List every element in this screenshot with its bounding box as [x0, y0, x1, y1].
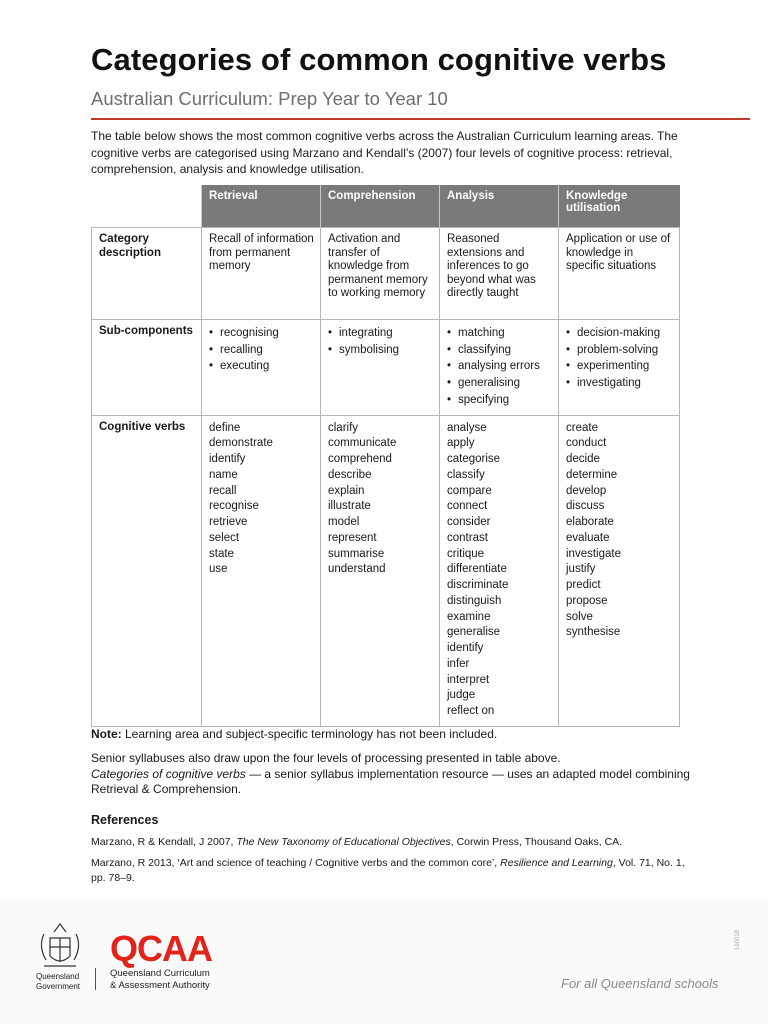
verb-item: demonstrate: [209, 437, 273, 450]
description-cell: Application or use of knowledge in specific situations: [559, 228, 680, 320]
sub-component-item: • recalling: [209, 342, 314, 359]
queensland-crest-icon: [30, 920, 90, 980]
verb-item: judge: [447, 689, 476, 702]
subcomponents-cell: [321, 320, 440, 416]
subcomponents-cell: [202, 320, 321, 416]
verb-item: critique: [447, 547, 485, 560]
senior-paragraph: [91, 751, 691, 798]
subcomponents-cell: [559, 320, 680, 416]
org-line-2: & Assessment Authority: [110, 979, 210, 991]
verb-item: generalise: [447, 626, 501, 639]
reference-publisher: , Vol. 71, No. 1, pp. 78–9.: [91, 857, 685, 884]
senior-line-2: — a senior syllabus implementation resource — uses an adapted model combining Retrieval & Comprehension.: [91, 766, 690, 796]
verb-item: identify: [447, 642, 484, 655]
description-cell: Recall of information from permanent memory: [202, 228, 321, 320]
title-divider: [91, 118, 750, 120]
verb-item: develop: [566, 484, 607, 497]
sub-component-item: • generalising: [447, 375, 552, 392]
verb-item: select: [209, 531, 240, 544]
verb-item: compare: [447, 484, 492, 497]
verb-item: comprehend: [328, 453, 392, 466]
qcaa-organisation-name: [110, 968, 210, 991]
org-line-1: Queensland Curriculum: [110, 968, 210, 979]
verb-item: differentiate: [447, 563, 507, 576]
verb-item: infer: [447, 657, 470, 670]
verb-item: connect: [447, 500, 488, 513]
intro-paragraph: The table below shows the most common cognitive verbs across the Australian Curriculum learning areas. The cognitive verbs are categorised using Marzano and Kendall’s (2007) four levels of cognitive process: retrieval, comprehension, analysis and knowledge utilisation.: [91, 129, 678, 176]
verb-item: reflect on: [447, 705, 495, 718]
verb-item: clarify: [328, 421, 359, 434]
verb-item: determine: [566, 468, 618, 481]
row-label-sub-components: Sub-components: [92, 320, 202, 416]
verb-item: state: [209, 547, 234, 560]
references-heading: References: [91, 813, 159, 827]
sub-component-item: • investigating: [566, 375, 673, 392]
verb-item: conduct: [566, 437, 607, 450]
verbs-cell: [202, 415, 321, 726]
verb-item: categorise: [447, 453, 501, 466]
verb-item: investigate: [566, 547, 621, 560]
verb-item: create: [566, 421, 598, 434]
verb-item: evaluate: [566, 531, 610, 544]
verb-item: understand: [328, 563, 386, 576]
header-corner: [92, 185, 202, 228]
verb-item: justify: [566, 563, 596, 576]
verb-item: retrieve: [209, 516, 248, 529]
sub-component-item: • analysing errors: [447, 358, 552, 375]
sub-component-item: • specifying: [447, 392, 552, 409]
verb-item: predict: [566, 579, 601, 592]
verb-item: consider: [447, 516, 491, 529]
logo-divider: [95, 968, 96, 990]
verb-item: define: [209, 421, 241, 434]
row-label-category-description: Category description: [92, 228, 202, 320]
gov-line-2: Government: [36, 982, 81, 991]
reference-item: [91, 856, 701, 886]
verb-item: model: [328, 516, 360, 529]
verb-item: recognise: [209, 500, 259, 513]
reference-author: Marzano, R 2013, ‘Art and science of teaching / Cognitive verbs and the common core’,: [91, 857, 501, 869]
cognitive-verbs-table: [91, 185, 680, 727]
qcaa-logo: QCAA: [110, 928, 212, 969]
note-label: Note:: [91, 727, 122, 741]
sub-component-item: • problem-solving: [566, 342, 673, 359]
sub-component-item: • experimenting: [566, 358, 673, 375]
queensland-government-wordmark: [36, 972, 80, 992]
verb-item: represent: [328, 531, 377, 544]
verb-item: propose: [566, 594, 608, 607]
verb-item: distinguish: [447, 594, 502, 607]
verb-item: examine: [447, 610, 491, 623]
verb-item: decide: [566, 453, 600, 466]
verbs-cell: [559, 415, 680, 726]
sub-component-item: • decision-making: [566, 325, 673, 342]
description-cell: Activation and transfer of knowledge from permanent memory to working memory: [321, 228, 440, 320]
verb-item: illustrate: [328, 500, 371, 513]
verb-item: solve: [566, 610, 593, 623]
column-header-knowledge-utilisation: Knowledge utilisation: [559, 185, 680, 228]
note-line: [91, 727, 497, 741]
page-subtitle: Australian Curriculum: Prep Year to Year 10: [91, 88, 448, 109]
document-id: 190018: [735, 929, 741, 950]
verb-item: classify: [447, 468, 485, 481]
verb-item: describe: [328, 468, 372, 481]
verbs-cell: [440, 415, 559, 726]
gov-line-1: Queensland: [36, 972, 80, 981]
verb-item: use: [209, 563, 228, 576]
verb-item: elaborate: [566, 516, 614, 529]
reference-author: Marzano, R & Kendall, J 2007,: [91, 836, 237, 848]
sub-component-item: • integrating: [328, 325, 433, 342]
verb-item: communicate: [328, 437, 397, 450]
verb-item: discuss: [566, 500, 605, 513]
table-row: [92, 415, 680, 726]
column-header-retrieval: Retrieval: [202, 185, 321, 228]
verb-item: analyse: [447, 421, 487, 434]
subcomponents-cell: [440, 320, 559, 416]
note-text: Learning area and subject-specific terminology has not been included.: [121, 727, 498, 741]
reference-title: The New Taxonomy of Educational Objectives: [236, 836, 451, 848]
verb-item: apply: [447, 437, 475, 450]
verb-item: contrast: [447, 531, 488, 544]
sub-component-item: • symbolising: [328, 342, 433, 359]
row-label-cognitive-verbs: Cognitive verbs: [92, 415, 202, 726]
reference-item: [91, 835, 701, 850]
column-header-analysis: Analysis: [440, 185, 559, 228]
verb-item: identify: [209, 453, 246, 466]
verbs-cell: [321, 415, 440, 726]
column-header-comprehension: Comprehension: [321, 185, 440, 228]
verb-item: interpret: [447, 673, 490, 686]
reference-title: Resilience and Learning: [500, 857, 613, 869]
verb-item: summarise: [328, 547, 385, 560]
sub-component-item: • matching: [447, 325, 552, 342]
senior-line-1: Senior syllabuses also draw upon the four levels of processing presented in table above.: [91, 751, 561, 765]
table-header-row: [92, 185, 680, 228]
verb-item: synthesise: [566, 626, 621, 639]
verb-item: recall: [209, 484, 237, 497]
table-row: [92, 320, 680, 416]
table-row: [92, 228, 680, 320]
verb-item: explain: [328, 484, 365, 497]
sub-component-item: • executing: [209, 358, 314, 375]
sub-component-item: • classifying: [447, 342, 552, 359]
verb-item: discriminate: [447, 579, 509, 592]
footer-tagline: For all Queensland schools: [561, 976, 719, 991]
reference-publisher: , Corwin Press, Thousand Oaks, CA.: [450, 836, 623, 848]
verb-item: name: [209, 468, 238, 481]
page-title: Categories of common cognitive verbs: [91, 42, 667, 77]
sub-component-item: • recognising: [209, 325, 314, 342]
senior-resource-title: Categories of cognitive verbs: [91, 766, 246, 781]
description-cell: Reasoned extensions and inferences to go beyond what was directly taught: [440, 228, 559, 320]
